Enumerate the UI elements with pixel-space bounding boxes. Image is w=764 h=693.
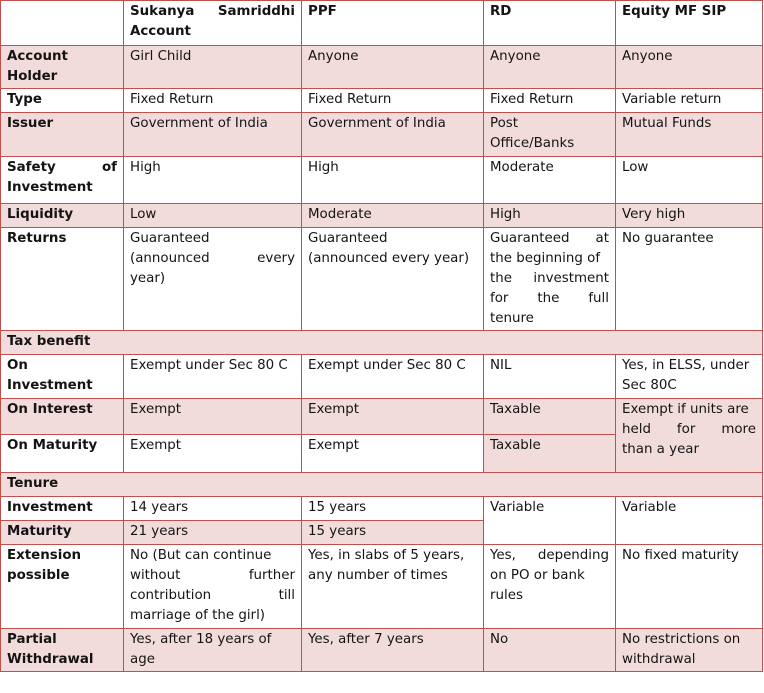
cell-word: for [676, 422, 696, 437]
row-label [1, 629, 124, 672]
row-liquidity [1, 204, 763, 228]
cell-line: than a year [622, 442, 700, 457]
row-label-line: Partial [7, 632, 57, 647]
cell-word: further [248, 568, 295, 583]
row-label: On Investment [1, 355, 124, 399]
cell-word: the [537, 291, 560, 306]
cell-line: tenure [490, 311, 534, 326]
cell-line: Yes, in ELSS, under [622, 358, 750, 373]
cell-ppf: Exempt [302, 435, 484, 473]
cell-rd [484, 228, 616, 331]
cell-equity: Low [616, 157, 763, 204]
cell-rd: High [484, 204, 616, 228]
row-issuer [1, 113, 763, 157]
cell-ppf: 15 years [302, 521, 484, 545]
cell-word: more [721, 422, 756, 437]
cell-line: withdrawal [622, 652, 696, 667]
cell-word: full [588, 291, 609, 306]
header-sukanya-word: Account [130, 24, 191, 39]
cell-line: rules [490, 588, 523, 603]
row-on-investment [1, 355, 763, 399]
row-safety [1, 157, 763, 204]
cell-ppf: Anyone [302, 46, 484, 89]
row-label-line: Account [7, 49, 68, 64]
cell-sukanya [124, 629, 302, 672]
cell-line: Post [490, 116, 519, 131]
cell-sukanya: Government of India [124, 113, 302, 157]
cell-equity [616, 399, 763, 473]
row-label-word: of [101, 160, 117, 175]
cell-word: without [130, 568, 181, 583]
row-label: Investment [1, 497, 124, 521]
cell-line: No restrictions on [622, 632, 741, 647]
cell-word: every [257, 251, 295, 266]
cell-rd: Taxable [484, 399, 616, 435]
cell-sukanya: Low [124, 204, 302, 228]
cell-word: held [622, 422, 651, 437]
cell-line: Office/Banks [490, 136, 575, 151]
row-label-word: Safety [7, 160, 56, 175]
cell-ppf: Moderate [302, 204, 484, 228]
row-label [1, 157, 124, 204]
cell-word: (announced [130, 251, 210, 266]
cell-rd [484, 113, 616, 157]
cell-line: No (But can continue [130, 548, 272, 563]
header-empty-cell [1, 1, 124, 46]
cell-sukanya: Fixed Return [124, 89, 302, 113]
cell-word: contribution [130, 588, 212, 603]
row-label: Type [1, 89, 124, 113]
cell-equity: Very high [616, 204, 763, 228]
cell-rd: Fixed Return [484, 89, 616, 113]
row-type [1, 89, 763, 113]
cell-equity [616, 355, 763, 399]
cell-word: investment [533, 271, 609, 286]
cell-ppf: Fixed Return [302, 89, 484, 113]
row-label: On Maturity [1, 435, 124, 473]
cell-equity: Mutual Funds [616, 113, 763, 157]
cell-equity: Variable [616, 497, 763, 545]
cell-sukanya: 21 years [124, 521, 302, 545]
cell-rd: Variable [484, 497, 616, 545]
header-ppf: PPF [302, 1, 484, 46]
cell-word: depending [537, 548, 609, 563]
cell-sukanya [124, 228, 302, 331]
cell-word: Guaranteed [490, 231, 570, 246]
cell-line: on PO or bank [490, 568, 585, 583]
cell-word: till [278, 588, 295, 603]
row-label-line: Investment [7, 180, 93, 195]
cell-line: any number of times [308, 568, 448, 583]
cell-ppf [302, 228, 484, 331]
row-label-line: possible [7, 568, 70, 583]
cell-sukanya: Exempt under Sec 80 C [124, 355, 302, 399]
cell-word: for [490, 291, 509, 306]
cell-line: Exempt if units are [622, 402, 749, 417]
cell-line: Guaranteed [130, 231, 210, 246]
cell-line: age [130, 652, 155, 667]
cell-sukanya: 14 years [124, 497, 302, 521]
cell-rd: Taxable [484, 435, 616, 473]
row-extension [1, 545, 763, 629]
row-label: On Interest [1, 399, 124, 435]
cell-ppf: Exempt [302, 399, 484, 435]
cell-rd [484, 545, 616, 629]
cell-line: (announced every year) [308, 251, 470, 266]
row-label: Returns [1, 228, 124, 331]
row-label-line: Holder [7, 69, 58, 84]
header-sukanya [124, 1, 302, 46]
cell-line: marriage of the girl) [130, 608, 266, 623]
cell-rd: Anyone [484, 46, 616, 89]
row-returns [1, 228, 763, 331]
row-account-holder [1, 46, 763, 89]
cell-ppf: High [302, 157, 484, 204]
header-rd: RD [484, 1, 616, 46]
cell-line: the beginning of [490, 251, 601, 266]
cell-line: year) [130, 271, 166, 286]
row-partial-withdrawal [1, 629, 763, 672]
cell-sukanya: High [124, 157, 302, 204]
cell-rd: NIL [484, 355, 616, 399]
cell-equity [616, 629, 763, 672]
cell-sukanya [124, 545, 302, 629]
header-sukanya-word: Sukanya [130, 4, 195, 19]
row-label [1, 46, 124, 89]
section-tenure [1, 473, 763, 497]
cell-word: the [490, 271, 512, 286]
cell-ppf: Exempt under Sec 80 C [302, 355, 484, 399]
cell-ppf: Yes, after 7 years [302, 629, 484, 672]
row-on-interest [1, 399, 763, 435]
cell-rd: Moderate [484, 157, 616, 204]
cell-word: Yes, [490, 548, 516, 563]
header-sukanya-word: Samriddhi [217, 4, 295, 19]
cell-line: Yes, in slabs of 5 years, [308, 548, 465, 563]
row-label [1, 545, 124, 629]
cell-rd: No [484, 629, 616, 672]
section-label: Tenure [1, 473, 763, 497]
row-label: Maturity [1, 521, 124, 545]
cell-ppf [302, 545, 484, 629]
header-equity-mf-sip: Equity MF SIP [616, 1, 763, 46]
row-label: Issuer [1, 113, 124, 157]
row-investment [1, 497, 763, 521]
cell-line: Sec 80C [622, 378, 677, 393]
section-label: Tax benefit [1, 331, 763, 355]
cell-sukanya: Exempt [124, 435, 302, 473]
cell-line: Yes, after 18 years of [130, 632, 272, 647]
cell-equity: Anyone [616, 46, 763, 89]
row-label-line: Extension [7, 548, 82, 563]
cell-equity: No guarantee [616, 228, 763, 331]
cell-line: Guaranteed [308, 231, 388, 246]
cell-word: at [595, 231, 609, 246]
cell-sukanya: Girl Child [124, 46, 302, 89]
cell-equity: Variable return [616, 89, 763, 113]
row-label: Liquidity [1, 204, 124, 228]
cell-equity: No fixed maturity [616, 545, 763, 629]
section-tax-benefit [1, 331, 763, 355]
cell-sukanya: Exempt [124, 399, 302, 435]
cell-ppf: Government of India [302, 113, 484, 157]
cell-ppf: 15 years [302, 497, 484, 521]
row-label-line: Withdrawal [7, 652, 94, 667]
header-row [1, 1, 763, 46]
